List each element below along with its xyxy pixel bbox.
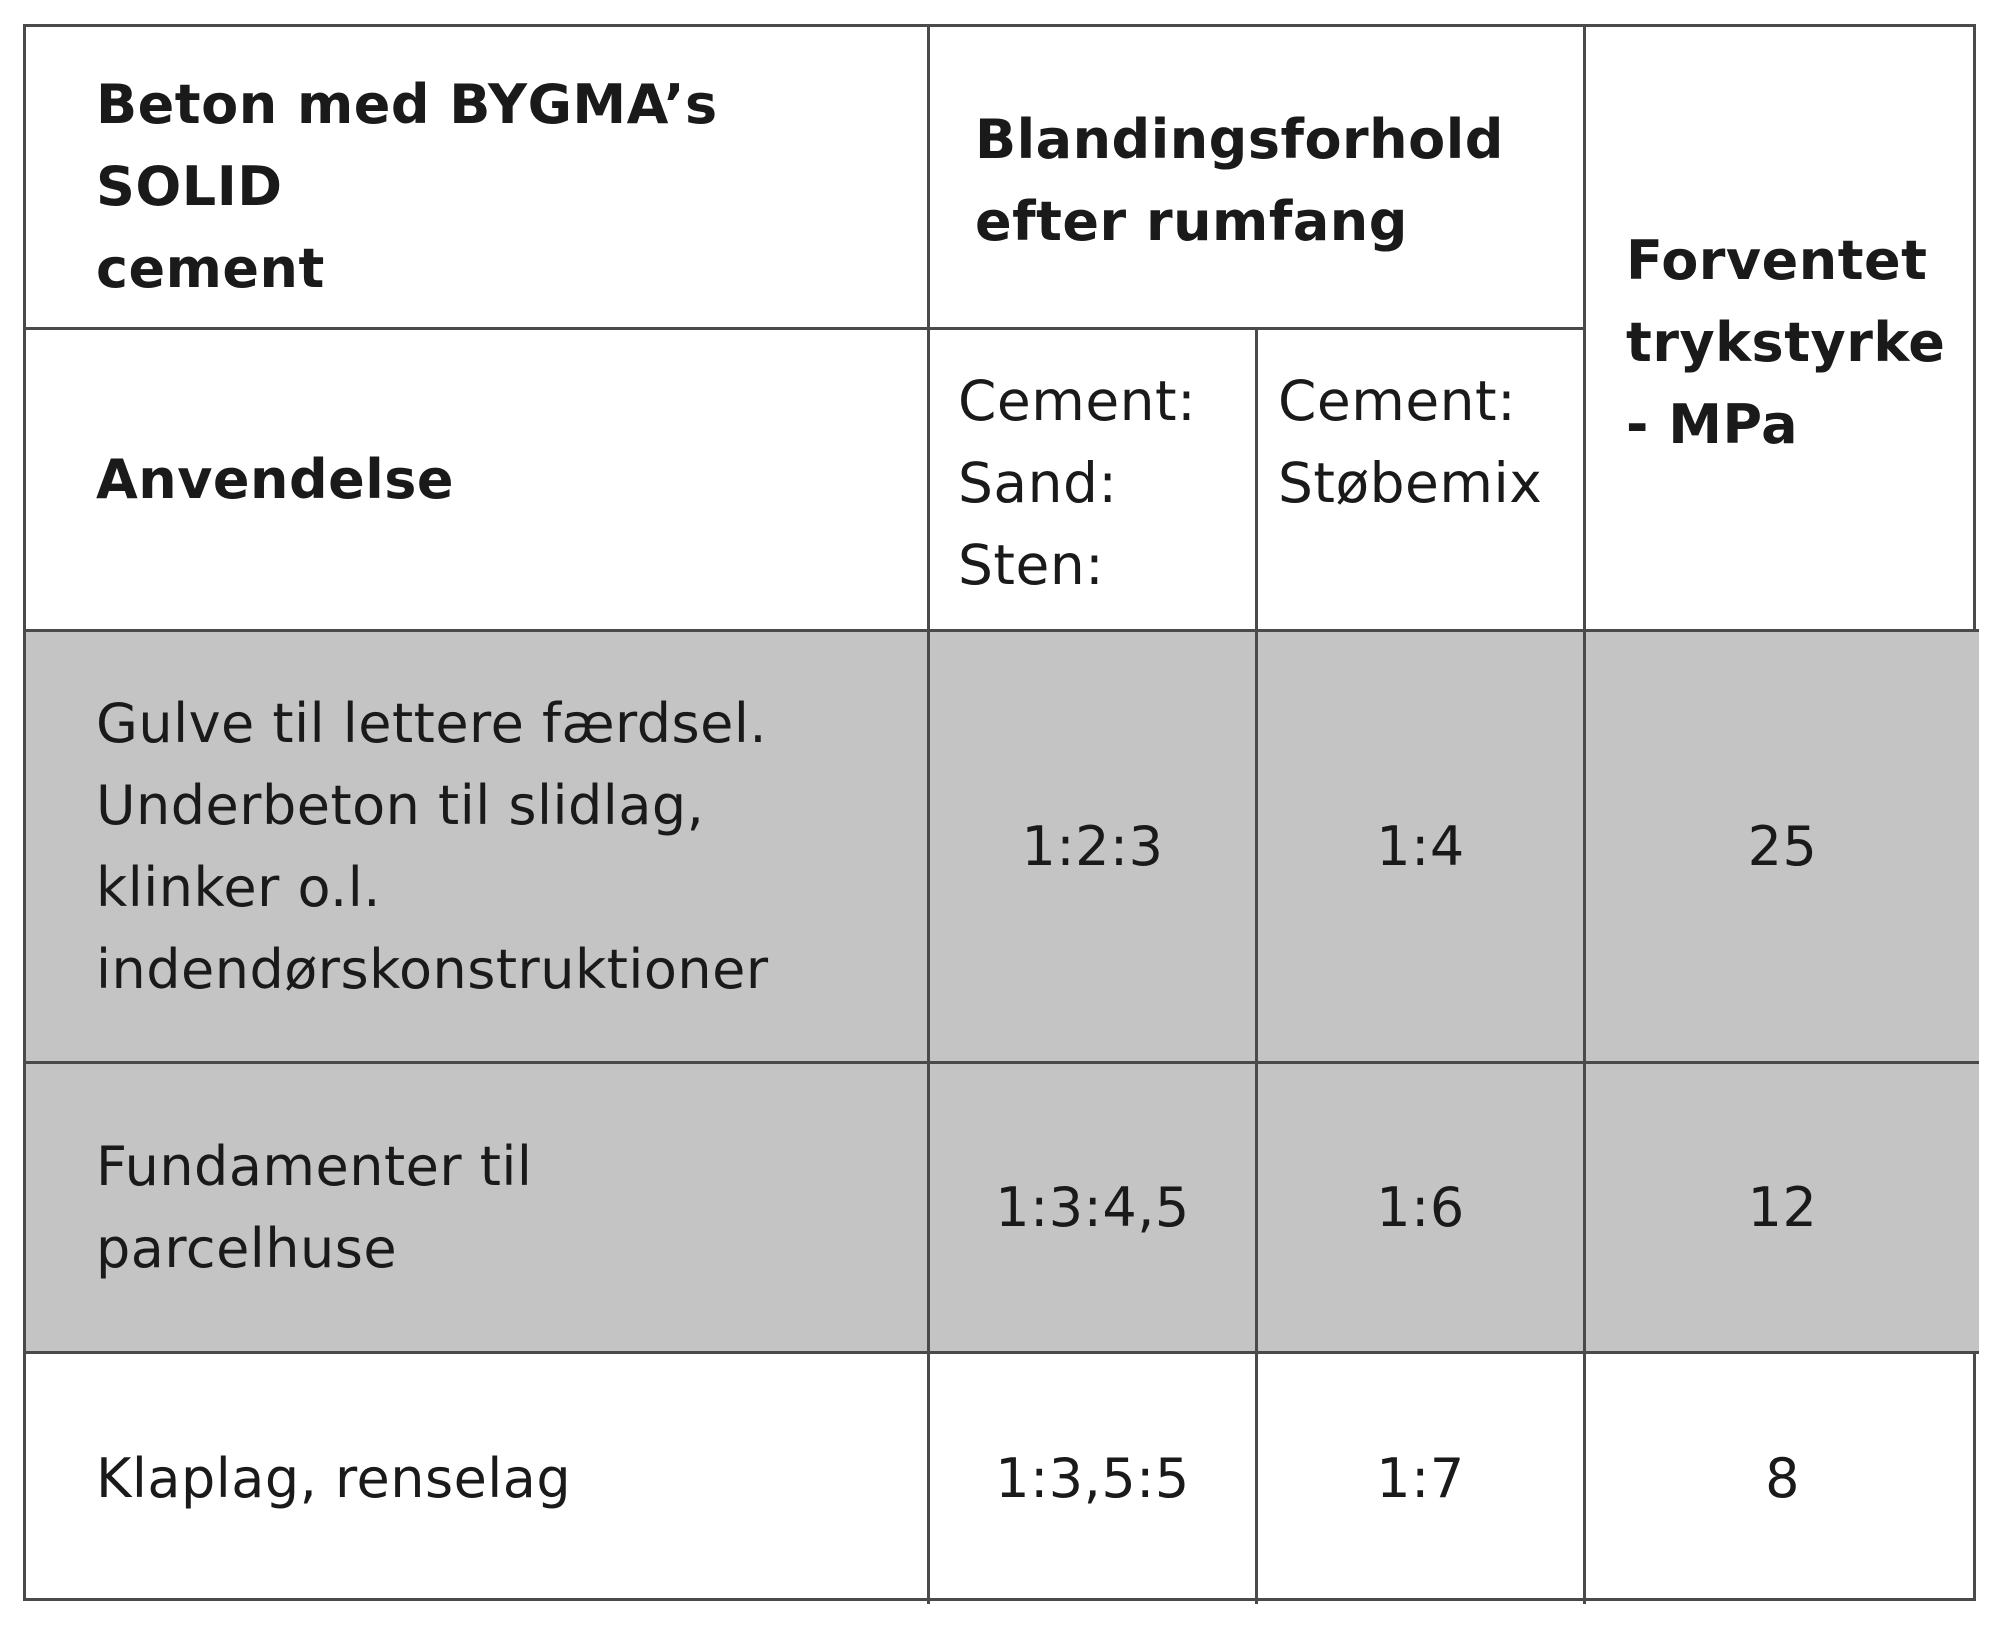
table-row-2-strength — [1586, 1064, 1979, 1354]
header-strength: Forventet trykstyrke - MPa — [1626, 229, 1946, 456]
table-row-2-usage — [26, 1064, 930, 1354]
ratio-value: 1:3,5:5 — [995, 1447, 1190, 1510]
header-cement-sand-stone-cell — [930, 330, 1258, 632]
table-row-3-strength — [1586, 1354, 1979, 1604]
usage-text: Gulve til lettere færdsel. Underbeton til slidlag, klinker o.l. indendørskonstruktioner — [96, 691, 769, 1001]
header-cement-sand-stone: Cement: Sand: Sten: — [958, 369, 1197, 597]
table-row-1-ratio-css — [930, 632, 1258, 1064]
table-row-1-usage — [26, 632, 930, 1064]
header-title-cell — [26, 27, 930, 330]
header-cement-mix: Cement: Støbemix — [1278, 369, 1543, 515]
ratio-value: 1:3:4,5 — [995, 1175, 1190, 1239]
header-usage: Anvendelse — [96, 447, 455, 511]
concrete-mix-table — [23, 24, 1976, 1601]
header-mix-ratio-cell — [930, 27, 1586, 330]
table-row-3-usage — [26, 1354, 930, 1604]
ratio-value: 1:7 — [1376, 1447, 1465, 1510]
table-row-2-ratio-css — [930, 1064, 1258, 1354]
header-cement-mix-cell — [1258, 330, 1586, 632]
ratio-value: 1:2:3 — [1021, 814, 1164, 878]
strength-value: 8 — [1765, 1447, 1800, 1510]
header-usage-cell — [26, 330, 930, 632]
table-row-2-ratio-cm — [1258, 1064, 1586, 1354]
header-mix-ratio: Blandingsforhold efter rumfang — [975, 108, 1504, 253]
usage-text: Fundamenter til parcelhuse — [96, 1134, 533, 1280]
table-row-1-ratio-cm — [1258, 632, 1586, 1064]
usage-text: Klaplag, renselag — [96, 1447, 572, 1510]
table-row-3-ratio-cm — [1258, 1354, 1586, 1604]
strength-value: 25 — [1747, 814, 1818, 878]
strength-value: 12 — [1747, 1175, 1818, 1239]
ratio-value: 1:6 — [1376, 1175, 1465, 1239]
ratio-value: 1:4 — [1376, 814, 1465, 878]
header-title: Beton med BYGMA’s SOLID cement — [96, 73, 718, 300]
table-row-1-strength — [1586, 632, 1979, 1064]
table-row-3-ratio-css — [930, 1354, 1258, 1604]
header-strength-cell — [1586, 27, 1979, 632]
